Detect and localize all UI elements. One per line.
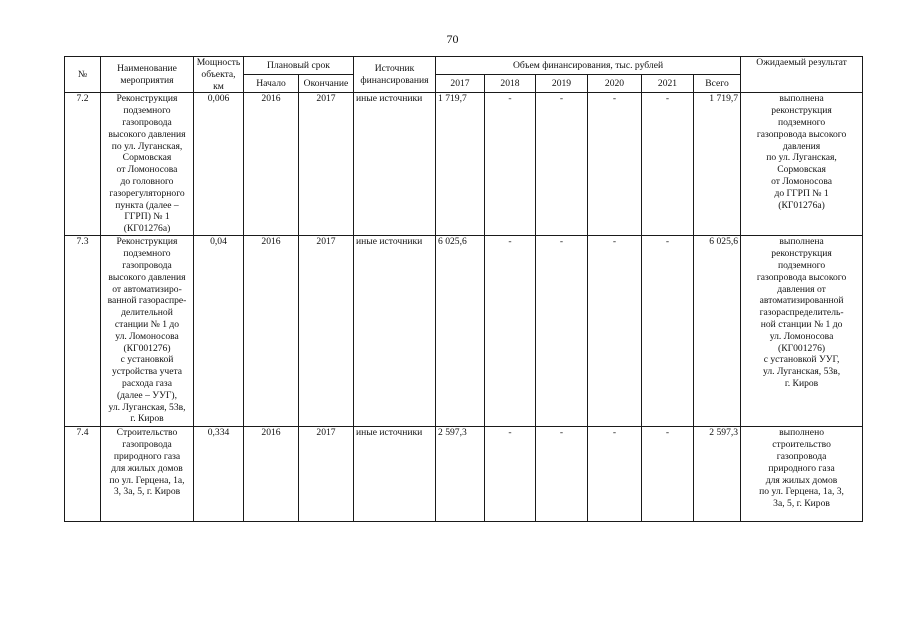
header-result: Ожидаемый результат	[741, 57, 863, 93]
row-2019: -	[536, 236, 588, 427]
header-year-2017: 2017	[436, 75, 485, 93]
row-source: иные источники	[354, 236, 436, 427]
row-2018: -	[485, 427, 536, 522]
header-row	[65, 57, 863, 75]
row-end: 2017	[299, 93, 354, 236]
row-end: 2017	[299, 236, 354, 427]
row-2017: 6 025,6	[436, 236, 485, 427]
row-2021: -	[642, 427, 694, 522]
header-name: Наименование мероприятия	[101, 57, 194, 93]
row-capacity: 0,04	[194, 236, 244, 427]
header-end: Окончание	[299, 75, 354, 93]
row-end: 2017	[299, 427, 354, 522]
row-start: 2016	[244, 93, 299, 236]
header-year-2019: 2019	[536, 75, 588, 93]
row-name: Строительство газопровода природного газа для жилых домов по ул. Герцена, 1а, 3, 3а, 5, г. Киров	[101, 427, 194, 522]
row-result: выполнена реконструкция подземного газопровода высокого давления от автоматизированной газораспределитель- ной станции № 1 до ул. Ломоносова (КГ001276) с установкой УУГ, ул. Луганская, 53в, г. Киров	[741, 236, 863, 427]
table-row	[65, 427, 863, 522]
row-2020: -	[588, 93, 642, 236]
row-name: Реконструкция подземного газопровода высокого давления от автоматизиро- ванной газораспре- делительной станции № 1 до ул. Ломоносова (КГ001276) с установкой устройства учета расхода газа (далее – УУГ), ул. Луганская, 53в, г. Киров	[101, 236, 194, 427]
row-total: 6 025,6	[694, 236, 741, 427]
row-num: 7.2	[65, 93, 101, 236]
header-num: №	[65, 57, 101, 93]
header-year-2021: 2021	[642, 75, 694, 93]
row-name: Реконструкция подземного газопровода высокого давления по ул. Луганская, Сормовская от Ломоносова до головного газорегуляторного пункта (далее – ГГРП) № 1 (КГ01276а)	[101, 93, 194, 236]
row-total: 2 597,3	[694, 427, 741, 522]
header-capacity: Мощность объекта, км	[194, 57, 244, 93]
row-2020: -	[588, 236, 642, 427]
header-year-2018: 2018	[485, 75, 536, 93]
row-2018: -	[485, 93, 536, 236]
row-2018: -	[485, 236, 536, 427]
table-row	[65, 93, 863, 236]
header-funding: Объем финансирования, тыс. рублей	[436, 57, 741, 75]
header-schedule: Плановый срок	[244, 57, 354, 75]
row-start: 2016	[244, 427, 299, 522]
row-2017: 2 597,3	[436, 427, 485, 522]
table-row	[65, 236, 863, 427]
row-num: 7.4	[65, 427, 101, 522]
row-source: иные источники	[354, 93, 436, 236]
row-capacity: 0,334	[194, 427, 244, 522]
row-start: 2016	[244, 236, 299, 427]
row-2017: 1 719,7	[436, 93, 485, 236]
row-source: иные источники	[354, 427, 436, 522]
row-total: 1 719,7	[694, 93, 741, 236]
row-2020: -	[588, 427, 642, 522]
row-2021: -	[642, 93, 694, 236]
row-result: выполнена реконструкция подземного газопровода высокого давления по ул. Луганская, Сормовская от Ломоносова до ГГРП № 1 (КГ01276а)	[741, 93, 863, 236]
row-2019: -	[536, 427, 588, 522]
row-num: 7.3	[65, 236, 101, 427]
program-table	[64, 56, 863, 522]
header-year-2020: 2020	[588, 75, 642, 93]
row-2021: -	[642, 236, 694, 427]
row-capacity: 0,006	[194, 93, 244, 236]
header-total: Всего	[694, 75, 741, 93]
page-number: 70	[446, 32, 459, 46]
header-source: Источник финансирования	[354, 57, 436, 93]
row-result: выполнено строительство газопровода природного газа для жилых домов по ул. Герцена, 1а, 3, 3а, 5, г. Киров	[741, 427, 863, 522]
row-2019: -	[536, 93, 588, 236]
header-start: Начало	[244, 75, 299, 93]
